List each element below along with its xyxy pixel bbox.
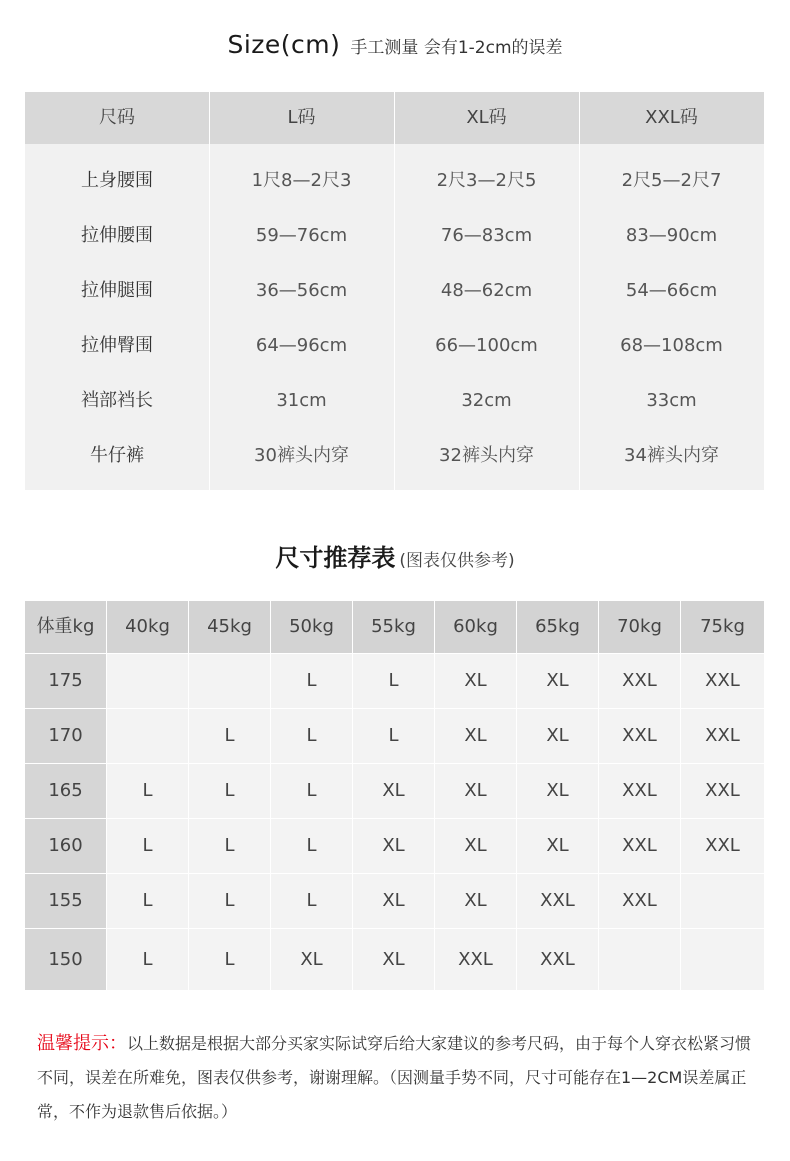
size-recommend-cell: L	[306, 670, 317, 691]
size-header-cell: L码	[287, 107, 316, 128]
warm-tip-label: 温馨提示：	[37, 1033, 127, 1054]
height-label-cell: 170	[25, 709, 106, 763]
recommend-row	[25, 874, 764, 928]
recommend-title-main: 尺寸推荐表	[275, 544, 396, 572]
recommend-section-title	[0, 538, 790, 573]
size-recommend-cell: XXL	[705, 670, 740, 691]
size-recommend-cell: XL	[546, 670, 569, 691]
size-recommend-cell: XL	[464, 835, 487, 856]
height-label-cell: 175	[25, 654, 106, 708]
size-recommend-cell	[107, 709, 188, 763]
column-divider	[270, 601, 271, 990]
size-recommend-cell: XL	[546, 835, 569, 856]
size-recommend-cell: XL	[464, 725, 487, 746]
row-divider	[25, 763, 764, 764]
size-table	[25, 92, 764, 490]
size-recommend-cell: L	[306, 835, 317, 856]
size-recommend-cell: XXL	[705, 725, 740, 746]
size-recommend-cell	[189, 654, 270, 708]
size-recommend-cell: L	[224, 949, 235, 970]
height-label-cell: 150	[25, 929, 106, 990]
column-divider	[516, 601, 517, 990]
size-recommend-cell	[599, 929, 680, 990]
size-recommend-cell	[681, 929, 764, 990]
weight-header-cell: 50kg	[271, 601, 352, 653]
weight-header-cell: 45kg	[189, 601, 270, 653]
column-divider	[188, 601, 189, 990]
size-recommend-cell: L	[142, 890, 153, 911]
size-recommend-cell: L	[224, 780, 235, 801]
column-divider	[598, 601, 599, 990]
size-recommend-cell: L	[142, 835, 153, 856]
row-divider	[25, 873, 764, 874]
size-value-cell: 31cm	[276, 390, 327, 411]
size-row-label: 上身腰围	[81, 170, 153, 191]
size-value-cell: 48—62cm	[440, 280, 533, 301]
recommend-row	[25, 654, 764, 708]
size-row-label: 拉伸腿围	[81, 280, 153, 301]
size-row-label: 拉伸臀围	[81, 335, 153, 356]
row-divider	[25, 708, 764, 709]
weight-header-cell: 75kg	[681, 601, 764, 653]
size-value-cell: 76—83cm	[440, 225, 533, 246]
size-recommend-cell	[681, 874, 764, 928]
size-value-cell: 2尺5—2尺7	[621, 170, 722, 191]
size-recommend-cell: XL	[464, 780, 487, 801]
size-recommend-cell: XL	[382, 949, 405, 970]
size-recommend-cell: XXL	[540, 890, 575, 911]
size-recommend-cell: XXL	[622, 835, 657, 856]
size-title-main: Size(cm)	[227, 30, 341, 59]
size-recommend-cell: L	[224, 890, 235, 911]
size-value-cell: 66—100cm	[435, 335, 538, 356]
size-recommend-cell: XXL	[458, 949, 493, 970]
size-value-cell: 1尺8—2尺3	[251, 170, 352, 191]
size-header-cell: XL码	[466, 107, 507, 128]
column-divider	[680, 601, 681, 990]
recommend-row	[25, 764, 764, 818]
recommend-table	[25, 601, 764, 990]
size-recommend-cell: XL	[464, 670, 487, 691]
size-row-label: 裆部裆长	[81, 390, 153, 411]
size-recommend-cell: L	[388, 670, 399, 691]
column-divider	[352, 601, 353, 990]
height-label-cell: 160	[25, 819, 106, 873]
size-recommend-cell: L	[224, 835, 235, 856]
row-divider	[25, 928, 764, 929]
size-recommend-cell: XL	[382, 890, 405, 911]
size-recommend-cell: XXL	[705, 835, 740, 856]
size-recommend-cell: XXL	[705, 780, 740, 801]
size-recommend-cell: XL	[382, 835, 405, 856]
weight-header-cell: 60kg	[435, 601, 516, 653]
size-recommend-cell: L	[306, 890, 317, 911]
size-value-cell: 83—90cm	[625, 225, 718, 246]
size-header-cell: XXL码	[645, 107, 698, 128]
size-row-label: 牛仔裤	[90, 445, 144, 466]
height-label-cell: 155	[25, 874, 106, 928]
weight-corner-label: 体重kg	[25, 601, 106, 653]
size-value-cell: 32cm	[461, 390, 512, 411]
size-recommend-cell: L	[142, 780, 153, 801]
size-recommend-cell: L	[388, 725, 399, 746]
height-label-cell: 165	[25, 764, 106, 818]
warm-tip	[37, 1027, 762, 1129]
size-recommend-cell: XXL	[622, 780, 657, 801]
weight-header-cell: 40kg	[107, 601, 188, 653]
size-recommend-cell: XXL	[622, 890, 657, 911]
size-value-cell: 64—96cm	[255, 335, 348, 356]
size-section-title	[0, 30, 790, 59]
size-recommend-cell: L	[306, 725, 317, 746]
recommend-row	[25, 929, 764, 990]
size-recommend-cell: L	[306, 780, 317, 801]
column-divider	[106, 601, 107, 990]
size-recommend-cell: XL	[464, 890, 487, 911]
weight-header-cell: 65kg	[517, 601, 598, 653]
size-value-cell: 2尺3—2尺5	[436, 170, 537, 191]
recommend-header-row	[25, 601, 764, 653]
size-recommend-cell: XL	[546, 725, 569, 746]
recommend-row	[25, 709, 764, 763]
size-value-cell: 36—56cm	[255, 280, 348, 301]
size-recommend-cell: XL	[300, 949, 323, 970]
size-value-cell: 32裤头内穿	[439, 445, 534, 466]
size-value-cell: 33cm	[646, 390, 697, 411]
row-divider	[25, 818, 764, 819]
size-recommend-cell: XL	[546, 780, 569, 801]
size-recommend-cell: L	[224, 725, 235, 746]
row-divider	[25, 653, 764, 654]
recommend-row	[25, 819, 764, 873]
weight-header-cell: 55kg	[353, 601, 434, 653]
size-recommend-cell: XL	[382, 780, 405, 801]
size-value-cell: 59—76cm	[255, 225, 348, 246]
size-row-label: 拉伸腰围	[81, 225, 153, 246]
size-recommend-cell	[107, 654, 188, 708]
size-value-cell: 34裤头内穿	[624, 445, 719, 466]
size-value-cell: 54—66cm	[625, 280, 718, 301]
size-recommend-cell: XXL	[622, 670, 657, 691]
column-divider	[434, 601, 435, 990]
size-value-cell: 68—108cm	[620, 335, 723, 356]
weight-header-cell: 70kg	[599, 601, 680, 653]
size-recommend-cell: L	[142, 949, 153, 970]
warm-tip-text: 以上数据是根据大部分买家实际试穿后给大家建议的参考尺码，由于每个人穿衣松紧习惯不同，误差在所难免，图表仅供参考，谢谢理解。（因测量手势不同，尺寸可能存在1—2CM误差属正常，不作为退款售后依据。）	[37, 1034, 752, 1121]
size-recommend-cell: XXL	[622, 725, 657, 746]
size-header-cell: 尺码	[99, 107, 135, 128]
size-recommend-cell: XXL	[540, 949, 575, 970]
size-title-note: 手工测量 会有1-2cm的误差	[350, 38, 563, 58]
recommend-title-note: (图表仅供参考)	[399, 551, 515, 571]
size-value-cell: 30裤头内穿	[254, 445, 349, 466]
